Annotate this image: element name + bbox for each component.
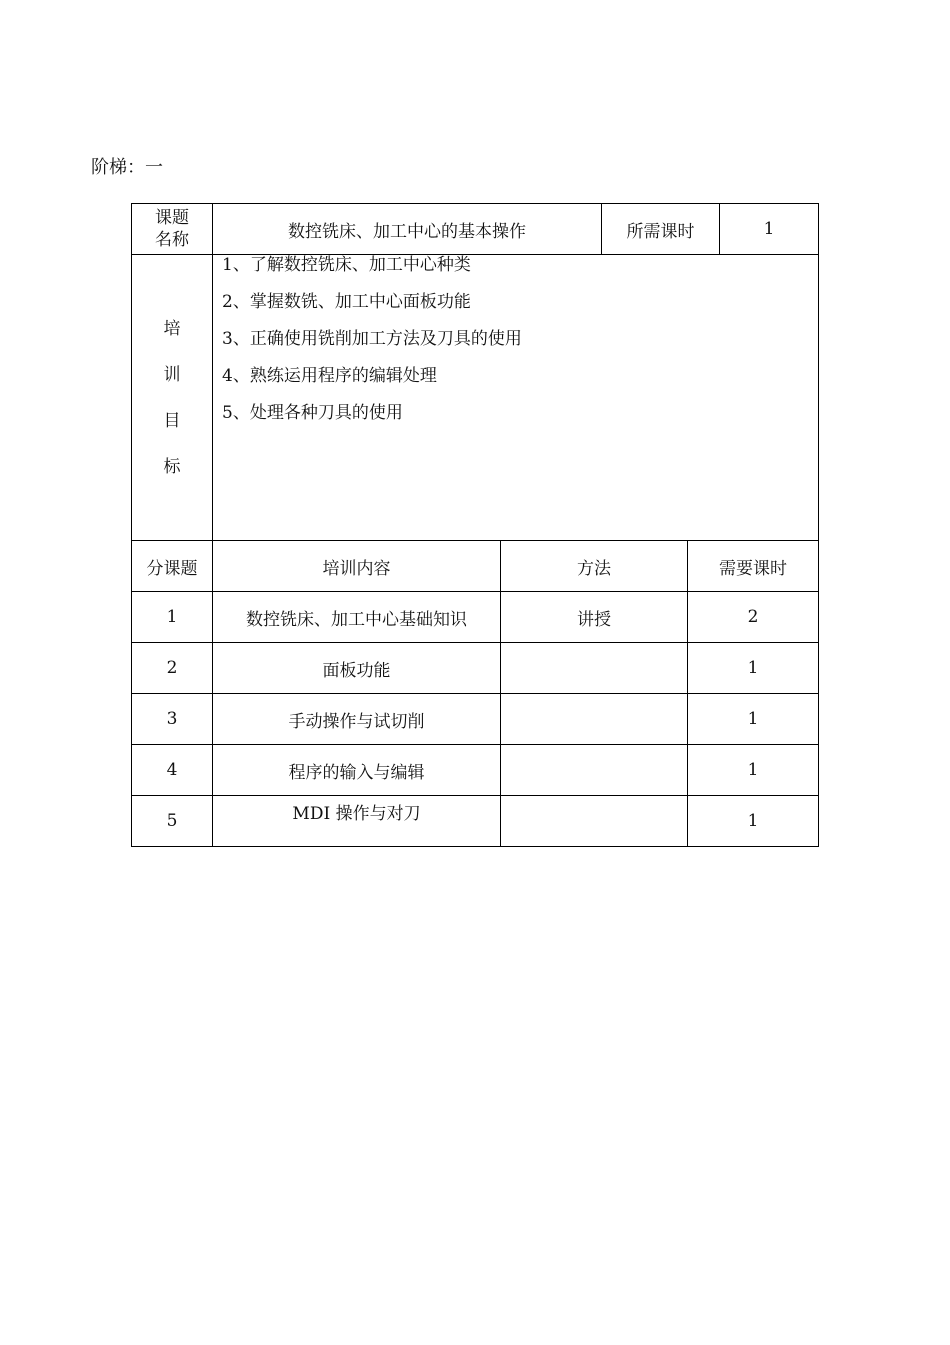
stage-label: 阶梯：一 bbox=[91, 157, 163, 178]
row-content: MDI 操作与对刀 bbox=[213, 796, 501, 847]
row-content: 程序的输入与编辑 bbox=[213, 745, 501, 796]
objective-item: 1、了解数控铣床、加工中心种类 bbox=[222, 255, 471, 275]
course-table bbox=[131, 203, 819, 847]
column-header-hours: 需要课时 bbox=[688, 541, 819, 592]
row-method: 讲授 bbox=[501, 592, 688, 643]
row-method bbox=[501, 796, 688, 847]
row-hours: 1 bbox=[688, 796, 819, 847]
course-name-label: 课题 名称 bbox=[132, 204, 213, 255]
table-row bbox=[132, 796, 819, 847]
row-hours: 1 bbox=[688, 745, 819, 796]
row-number: 4 bbox=[132, 745, 213, 796]
table-row bbox=[132, 694, 819, 745]
objective-item: 5、处理各种刀具的使用 bbox=[222, 403, 403, 423]
objective-item: 2、掌握数铣、加工中心面板功能 bbox=[222, 292, 471, 312]
table-row bbox=[132, 745, 819, 796]
row-content: 数控铣床、加工中心基础知识 bbox=[213, 592, 501, 643]
row-hours: 1 bbox=[688, 643, 819, 694]
column-header-content: 培训内容 bbox=[213, 541, 501, 592]
objectives-row bbox=[132, 255, 819, 541]
row-number: 5 bbox=[132, 796, 213, 847]
row-content: 手动操作与试切削 bbox=[213, 694, 501, 745]
row-number: 2 bbox=[132, 643, 213, 694]
row-content: 面板功能 bbox=[213, 643, 501, 694]
objective-item: 3、正确使用铣削加工方法及刀具的使用 bbox=[222, 329, 522, 349]
row-number: 3 bbox=[132, 694, 213, 745]
required-hours-label: 所需课时 bbox=[602, 204, 720, 255]
row-number: 1 bbox=[132, 592, 213, 643]
row-method bbox=[501, 694, 688, 745]
column-header-method: 方法 bbox=[501, 541, 688, 592]
objective-item: 4、熟练运用程序的编辑处理 bbox=[222, 366, 437, 386]
row-hours: 2 bbox=[688, 592, 819, 643]
objectives-list bbox=[213, 255, 819, 541]
table-row bbox=[132, 643, 819, 694]
subtopics-header-row bbox=[132, 541, 819, 592]
required-hours-value: 1 bbox=[720, 204, 819, 255]
table-row bbox=[132, 592, 819, 643]
row-method bbox=[501, 745, 688, 796]
row-hours: 1 bbox=[688, 694, 819, 745]
course-title: 数控铣床、加工中心的基本操作 bbox=[213, 204, 602, 255]
row-method bbox=[501, 643, 688, 694]
column-header-subtopic: 分课题 bbox=[132, 541, 213, 592]
objectives-label: 培 训 目 标 bbox=[132, 255, 213, 541]
